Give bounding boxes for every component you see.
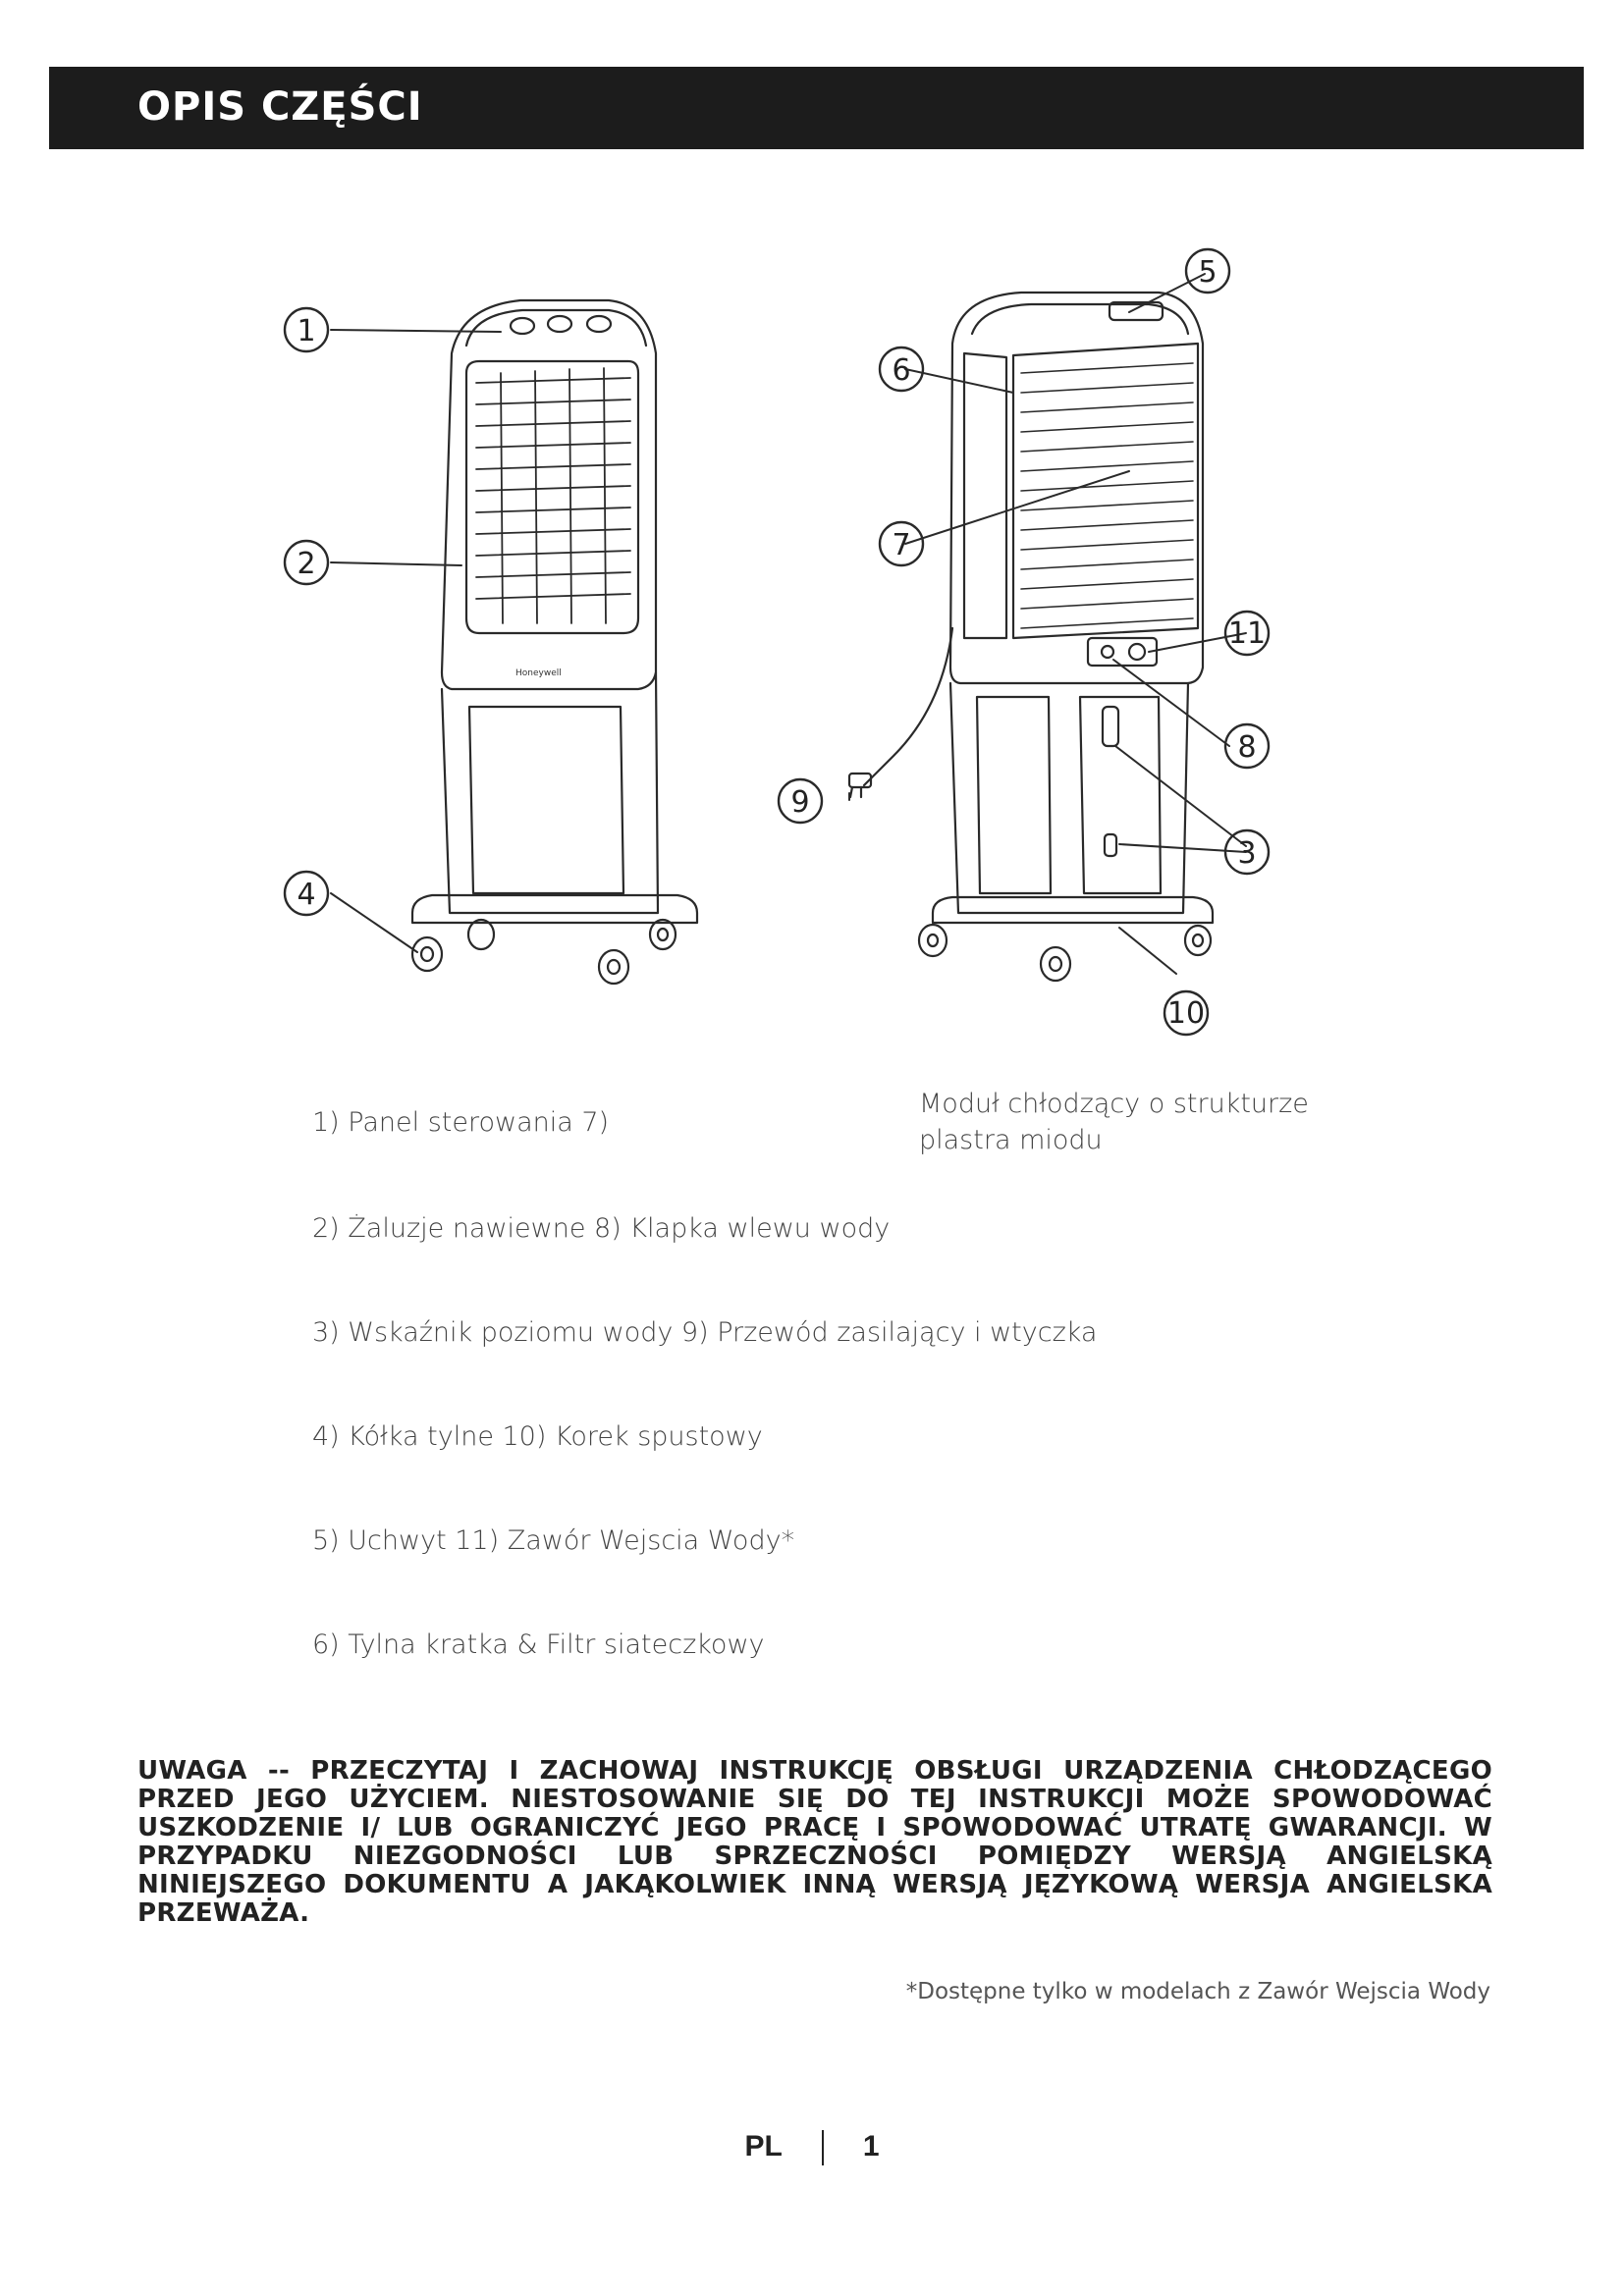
cooler-parts-diagram bbox=[265, 236, 1267, 1050]
parts-item-6: 6) Tylna kratka & Filtr siateczkowy bbox=[312, 1629, 765, 1660]
callout-1: 1 bbox=[297, 314, 316, 348]
parts-item-4: 4) Kółka tylne 10) Korek spustowy bbox=[312, 1421, 763, 1452]
callout-3: 3 bbox=[1237, 836, 1257, 871]
warning-paragraph: UWAGA -- PRZECZYTAJ I ZACHOWAJ INSTRUKCJĘ OBSŁUGI URZĄDZENIA CHŁODZĄCEGO PRZED JEGO UŻYCIEM. NIESTOSOWANIE SIĘ DO TEJ INSTRUKCJI MOŻE SPOWODOWAĆ USZKODZENIE I/ LUB OGRANICZYĆ JEGO PRACĘ I SPOWODOWAĆ UTRATĘ GWARANCJI. W PRZYPADKU NIEZGODNOŚCI LUB SPRZECZNOŚCI POMIĘDZY WERSJĄ ANGIELSKĄ NINIEJSZEGO DOKUMENTU A JAKĄKOLWIEK INNĄ WERSJĄ JĘZYKOWĄ WERSJA ANGIELSKA PRZEWAŻA. bbox=[137, 1756, 1492, 1928]
callout-5: 5 bbox=[1198, 255, 1218, 290]
callout-7: 7 bbox=[892, 528, 911, 562]
footer-divider bbox=[822, 2130, 824, 2165]
parts-item-3: 3) Wskaźnik poziomu wody 9) Przewód zasilający i wtyczka bbox=[312, 1317, 1098, 1348]
callout-8: 8 bbox=[1237, 730, 1257, 765]
brand-logo: Honeywell bbox=[515, 668, 562, 678]
callout-2: 2 bbox=[297, 547, 316, 581]
parts-item-7: Moduł chłodzący o strukturze plastra miodu bbox=[919, 1089, 1309, 1155]
section-header-bar bbox=[49, 67, 1584, 149]
callout-9: 9 bbox=[790, 785, 810, 820]
page-number: 1 bbox=[862, 2130, 880, 2163]
front-cooler-illustration bbox=[412, 300, 697, 984]
callout-11: 11 bbox=[1227, 616, 1267, 651]
callout-6: 6 bbox=[892, 353, 911, 388]
back-cooler-illustration bbox=[849, 293, 1213, 981]
section-title: OPIS CZĘŚCI bbox=[137, 84, 423, 130]
callout-4: 4 bbox=[297, 878, 316, 912]
footnote: *Dostępne tylko w modelach z Zawór Wejscia Wody bbox=[905, 1979, 1490, 2004]
page-footer bbox=[0, 2130, 1624, 2165]
parts-item-1: 1) Panel sterowania 7) bbox=[312, 1107, 610, 1138]
language-code: PL bbox=[744, 2130, 783, 2163]
callout-10: 10 bbox=[1166, 996, 1206, 1031]
parts-item-5: 5) Uchwyt 11) Zawór Wejscia Wody* bbox=[312, 1525, 795, 1556]
parts-item-2: 2) Żaluzje nawiewne 8) Klapka wlewu wody bbox=[312, 1213, 891, 1244]
